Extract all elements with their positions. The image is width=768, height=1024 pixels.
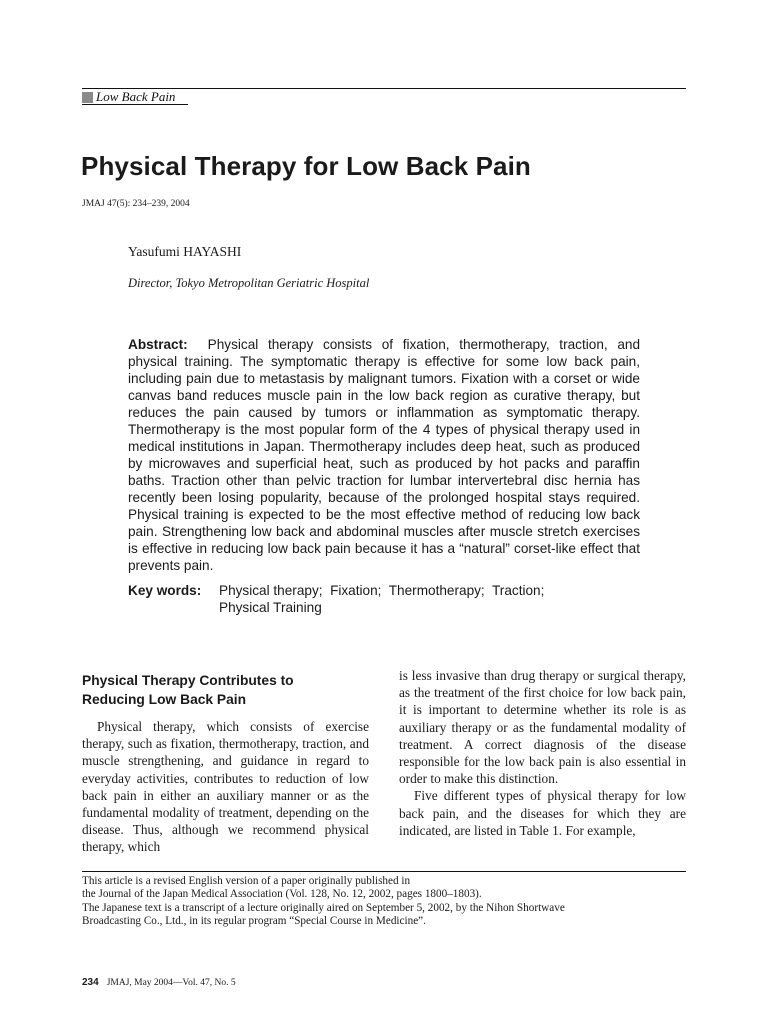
page-footer	[82, 977, 236, 989]
footnote-line-2: the Journal of the Japan Medical Association (Vol. 128, No. 12, 2002, pages 1800–1803).	[82, 888, 482, 901]
body-paragraph-continued: is less invasive than drug therapy or surgical therapy, as the treatment of the first choice for low back pain, it is important to determine whether its role is as auxiliary therapy or as the fundamental modality of treatment. A correct diagnosis of the disease responsible for the low back pain is also essential in order to make this distinction.	[399, 668, 686, 787]
section-label: Low Back Pain	[96, 89, 176, 104]
journal-info: JMAJ, May 2004—Vol. 47, No. 5	[106, 978, 236, 988]
footnote-line-4: Broadcasting Co., Ltd., in its regular program “Special Course in Medicine”.	[82, 915, 426, 928]
body-paragraph: Five different types of physical therapy for low back pain, and the diseases for which they are indicated, are listed in Table 1. For example,	[399, 788, 686, 838]
section-tag	[82, 88, 686, 106]
footnote-line-3: The Japanese text is a transcript of a lecture originally aired on September 5, 2002, by the Nihon Shortwave	[82, 901, 565, 914]
footnote-rule	[82, 871, 686, 872]
citation: JMAJ 47(5): 234–239, 2004	[82, 199, 190, 209]
abstract-label: Abstract:	[128, 337, 188, 352]
footnote-line-1: This article is a revised English version of a paper originally published in	[82, 875, 411, 887]
section-heading	[82, 671, 369, 709]
footnote	[82, 875, 686, 929]
section-square-icon	[82, 92, 93, 103]
abstract	[128, 336, 640, 574]
author-name: Yasufumi HAYASHI	[128, 244, 242, 259]
keywords-label: Key words:	[128, 583, 202, 598]
section-underline	[82, 104, 188, 105]
page-number: 234	[82, 977, 99, 988]
abstract-text: Physical therapy consists of fixation, thermotherapy, traction, and physical training. The symptomatic therapy is effective for some low back pain, including pain due to metastasis by malignant tumors. Fixation with a corset or wide canvas band reduces muscle pain in the low back region as curative therapy, but reduces the pain caused by tumors or inflammation as symptomatic therapy. Thermotherapy is the most popular form of the 4 types of physical therapy used in medical institutions in Japan. Thermotherapy includes deep heat, such as produced by microwaves and superficial heat, such as produced by hot packs and paraffin baths. Traction other than pelvic traction for lumbar intervertebral disc hernia has recently been losing popularity, because of the prolonged hospital stays required. Physical training is expected to be the most effective method of reducing low back pain. Strengthening low back and abdominal muscles after muscle stretch exercises is effective in reducing low back pain because it has a “natural” corset-like effect that prevents pain.	[128, 337, 640, 573]
section-heading-line-1: Physical Therapy Contributes to	[82, 673, 294, 688]
section-heading-line-2: Reducing Low Back Pain	[82, 692, 247, 707]
keywords-line-1: Physical therapy; Fixation; Thermotherapy; Traction;	[219, 583, 545, 598]
body-column-right	[399, 667, 686, 839]
body-paragraph: Physical therapy, which consists of exercise therapy, such as fixation, thermotherapy, traction, and muscle strengthening, and guidance in regard to everyday activities, contributes to reduction of low back pain in either an auxiliary manner or as the fundamental modality of treatment, depending on the disease. Thus, although we recommend physical therapy, which	[82, 719, 369, 855]
keywords-line-2: Physical Training	[219, 600, 322, 615]
article-title: Physical Therapy for Low Back Pain	[81, 151, 531, 181]
body-column-left	[82, 671, 369, 856]
author-affiliation: Director, Tokyo Metropolitan Geriatric Hospital	[128, 276, 370, 290]
keywords-list	[219, 582, 579, 616]
